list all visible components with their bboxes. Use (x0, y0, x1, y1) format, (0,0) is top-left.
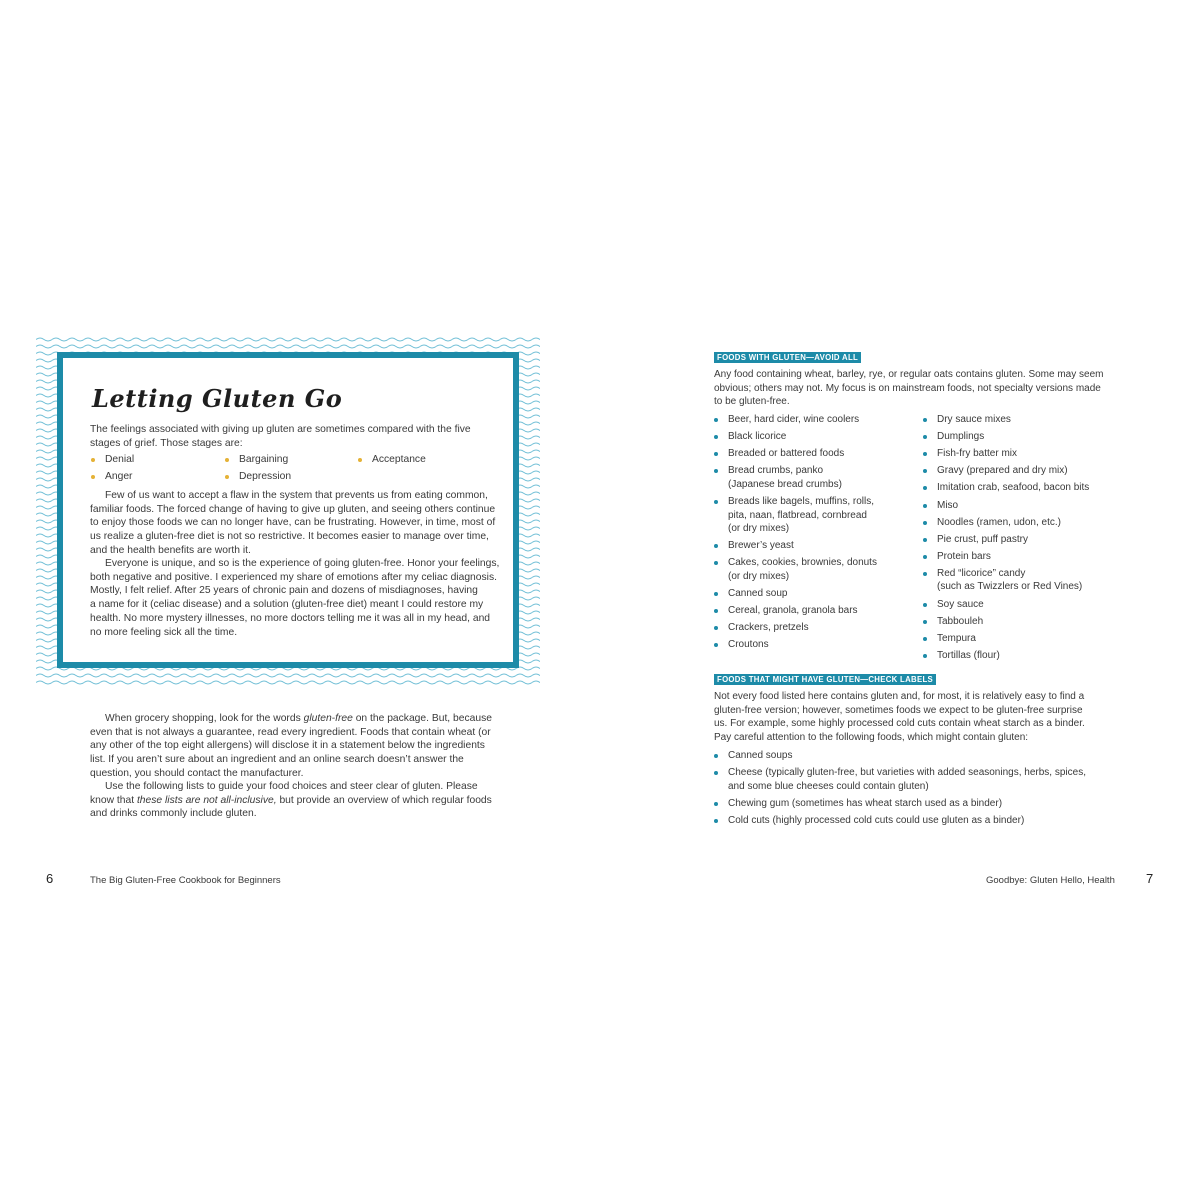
bullet-icon (714, 802, 718, 806)
food-list-item (728, 556, 877, 583)
food-item-text: Cold cuts (highly processed cold cuts could use gluten as a binder) (728, 814, 1025, 826)
text-line: health. No more mystery illnesses, no more doctors telling me it was all in my head, and (90, 612, 491, 624)
food-list-item (728, 464, 842, 491)
food-item-text: Cheese (typically gluten-free, but varieties with added seasonings, herbs, spices, (728, 767, 1086, 779)
food-item-text: Miso (937, 499, 959, 511)
food-item-text: Soy sauce (937, 598, 984, 610)
food-list-item (728, 797, 1002, 811)
bullet-icon (714, 643, 718, 647)
text-run-italic: gluten-free (303, 713, 353, 724)
bullet-icon (714, 771, 718, 775)
food-item-text: (Japanese bread crumbs) (728, 478, 842, 490)
food-list-item (728, 539, 794, 553)
bullet-icon (225, 458, 229, 462)
bullet-icon (714, 819, 718, 823)
food-list-item (728, 749, 793, 763)
box-paragraph-1 (90, 489, 495, 558)
food-item-text: Dumplings (937, 431, 985, 443)
grief-stage-label: Depression (239, 471, 292, 482)
food-list-item (728, 621, 809, 635)
text-run: know that (90, 794, 137, 806)
food-item-text: Pie crust, puff pastry (937, 533, 1028, 545)
food-item-text: Fish-fry batter mix (937, 448, 1018, 460)
food-list-item (937, 632, 976, 646)
text-line: gluten-free version; however, sometimes foods we expect to be gluten-free surprise (714, 704, 1083, 716)
bullet-icon (714, 561, 718, 565)
food-list-item (728, 638, 769, 652)
grief-stage-label: Anger (105, 471, 133, 482)
bullet-icon (923, 654, 927, 658)
food-list-item (937, 615, 983, 629)
food-item-text: and some blue cheeses could contain gluten) (728, 780, 929, 792)
bullet-icon (923, 504, 927, 508)
bullet-icon (923, 435, 927, 439)
bullet-icon (91, 458, 95, 462)
bullet-icon (923, 637, 927, 641)
food-item-text: Dry sauce mixes (937, 414, 1011, 425)
text-line: us. For example, some highly processed cold cuts contain wheat starch as a binder. (714, 718, 1085, 730)
box-title: Letting Gluten Go (92, 384, 343, 413)
grief-stage-label: Bargaining (239, 454, 289, 465)
text-run: When grocery shopping, look for the words (105, 713, 304, 724)
food-list-item (937, 533, 1028, 547)
text-line: even that is not always a guarantee, read every ingredient. Foods that contain wheat (or (90, 726, 491, 738)
food-list-item (728, 587, 788, 601)
bullet-icon (923, 521, 927, 525)
food-list-item (937, 499, 958, 513)
body-paragraph-1 (90, 712, 492, 781)
food-list-item (937, 447, 1017, 461)
food-list-item (937, 464, 1068, 478)
food-item-text: Brewer’s yeast (728, 540, 794, 552)
bullet-icon (91, 475, 95, 479)
food-item-text: Bread crumbs, panko (728, 465, 824, 477)
grief-stage-denial (105, 454, 134, 465)
food-list-item (937, 516, 1061, 530)
text-line: us realize a gluten-free diet is not so restrictive. It becomes easier to manage over time, (90, 531, 489, 543)
food-item-text: Tabbouleh (937, 615, 984, 627)
food-list-item (728, 430, 786, 444)
food-list-item (728, 447, 844, 461)
bullet-icon (714, 592, 718, 596)
bullet-icon (714, 609, 718, 613)
food-item-text: Imitation crab, seafood, bacon bits (937, 482, 1090, 494)
body-paragraph-2 (90, 780, 492, 821)
bullet-icon (923, 486, 927, 490)
text-run: on the package. But, because (352, 713, 492, 724)
text-line: Pay careful attention to the following foods, which might contain gluten: (714, 732, 1029, 744)
food-item-text: (such as Twizzlers or Red Vines) (937, 581, 1083, 593)
box-paragraph-2 (90, 557, 499, 639)
text-line: to be gluten-free. (714, 396, 790, 408)
bullet-icon (714, 418, 718, 422)
food-list-item (937, 481, 1089, 495)
food-list-item (937, 550, 991, 564)
bullet-icon (714, 626, 718, 630)
text-line: Few of us want to accept a flaw in the system that prevents us from eating common, (105, 490, 488, 501)
text-line: to enjoy those foods we can no longer have, can be frustrating. However, in time, most of (90, 517, 496, 529)
bullet-icon (714, 754, 718, 758)
food-item-text: (or dry mixes) (728, 570, 790, 582)
food-item-text: Tempura (937, 632, 976, 644)
food-item-text: Black licorice (728, 431, 787, 443)
grief-stage-acceptance (372, 454, 426, 465)
text-line: Not every food listed here contains gluten and, for most, it is relatively easy to find a (714, 691, 1085, 702)
section-heading-avoid: FOODS WITH GLUTEN—AVOID ALL (714, 352, 861, 363)
bullet-icon (714, 500, 718, 504)
food-list-item (937, 649, 1000, 663)
food-list-item (728, 814, 1024, 828)
food-item-text: Breads like bagels, muffins, rolls, (728, 496, 874, 507)
grief-stage-label: Denial (105, 454, 135, 465)
text-line: Any food containing wheat, barley, rye, or regular oats contains gluten. Some may seem (714, 369, 1104, 380)
food-list-item (728, 766, 1086, 793)
section-heading-check: FOODS THAT MIGHT HAVE GLUTEN—CHECK LABELS (714, 674, 936, 685)
bullet-icon (923, 538, 927, 542)
text-line: familiar foods. The forced change of having to give up gluten, and seeing others continue (90, 503, 496, 515)
box-intro-line: The feelings associated with giving up gluten are sometimes compared with the five (90, 424, 471, 435)
text-line: list. If you aren’t sure about an ingredient and an online search doesn’t answer the (90, 754, 464, 766)
food-list-item (728, 495, 874, 536)
bullet-icon (225, 475, 229, 479)
box-intro-line: stages of grief. Those stages are: (90, 437, 243, 449)
bullet-icon (923, 572, 927, 576)
food-item-text: Canned soups (728, 750, 793, 761)
avoid-intro (714, 368, 1103, 409)
food-item-text: Canned soup (728, 588, 788, 600)
bullet-icon (923, 452, 927, 456)
bullet-icon (923, 555, 927, 559)
food-item-text: Noodles (ramen, udon, etc.) (937, 516, 1061, 528)
grief-stage-bargaining (239, 454, 288, 465)
text-line: obvious; others may not. My focus is on mainstream foods, not specialty versions made (714, 382, 1101, 394)
grief-stage-anger (105, 471, 132, 482)
text-line: and the health benefits are worth it. (90, 544, 251, 556)
bullet-icon (714, 469, 718, 473)
bullet-icon (714, 544, 718, 548)
food-list-item (728, 413, 859, 427)
food-item-text: Protein bars (937, 550, 991, 562)
text-line: Mostly, I felt relief. After 25 years of chronic pain and dozens of misdiagnoses, having (90, 585, 478, 597)
text-line: Use the following lists to guide your food choices and steer clear of gluten. Please (105, 781, 478, 792)
food-item-text: Breaded or battered foods (728, 448, 845, 460)
page-number-right: 7 (1146, 871, 1154, 886)
box-intro (90, 423, 471, 450)
food-item-text: Cereal, granola, granola bars (728, 605, 858, 617)
food-item-text: Cakes, cookies, brownies, donuts (728, 557, 877, 569)
food-item-text: Chewing gum (sometimes has wheat starch used as a binder) (728, 797, 1003, 809)
food-list-item (937, 598, 984, 612)
food-item-text: Red “licorice” candy (937, 567, 1026, 579)
bullet-icon (923, 620, 927, 624)
text-run-italic: these lists are not all-inclusive, (136, 794, 277, 806)
bullet-icon (923, 603, 927, 607)
text-line: both negative and positive. I experienced my share of emotions after my celiac diagnosis. (90, 571, 497, 583)
text-run: but provide an overview of which regular foods (276, 794, 492, 806)
food-item-text: pita, naan, flatbread, cornbread (728, 509, 867, 521)
text-line: a name for it (celiac disease) and a solution (gluten-free diet) meant I could restore my (90, 599, 484, 611)
bullet-icon (358, 458, 362, 462)
food-item-text: Beer, hard cider, wine coolers (728, 414, 860, 425)
grief-stage-depression (239, 471, 291, 482)
food-list-item (937, 567, 1082, 594)
food-item-text: Crackers, pretzels (728, 622, 809, 634)
food-item-text: Croutons (728, 639, 769, 651)
grief-stage-label: Acceptance (372, 454, 426, 465)
text-line: any other of the top eight allergens) will disclose it in a statement below the ingredients (90, 740, 485, 752)
text-line: and drinks commonly include gluten. (90, 808, 257, 820)
text-line: question, you should contact the manufacturer. (90, 767, 304, 779)
bullet-icon (714, 452, 718, 456)
text-line: Everyone is unique, and so is the experience of going gluten-free. Honor your feelings, (105, 558, 500, 569)
bullet-icon (923, 418, 927, 422)
check-intro (714, 690, 1085, 745)
food-item-text: (or dry mixes) (728, 523, 790, 535)
food-list-item (937, 430, 984, 444)
food-list-item (937, 413, 1011, 427)
food-item-text: Gravy (prepared and dry mix) (937, 465, 1068, 477)
footer-book-title: The Big Gluten-Free Cookbook for Beginners (90, 875, 281, 886)
bullet-icon (714, 435, 718, 439)
text-line: no more feeling sick all the time. (90, 626, 238, 638)
food-item-text: Tortillas (flour) (937, 649, 1000, 661)
page-number-left: 6 (46, 871, 54, 886)
food-list-item (728, 604, 858, 618)
footer-running-head: Goodbye: Gluten Hello, Health (986, 875, 1115, 886)
bullet-icon (923, 469, 927, 473)
